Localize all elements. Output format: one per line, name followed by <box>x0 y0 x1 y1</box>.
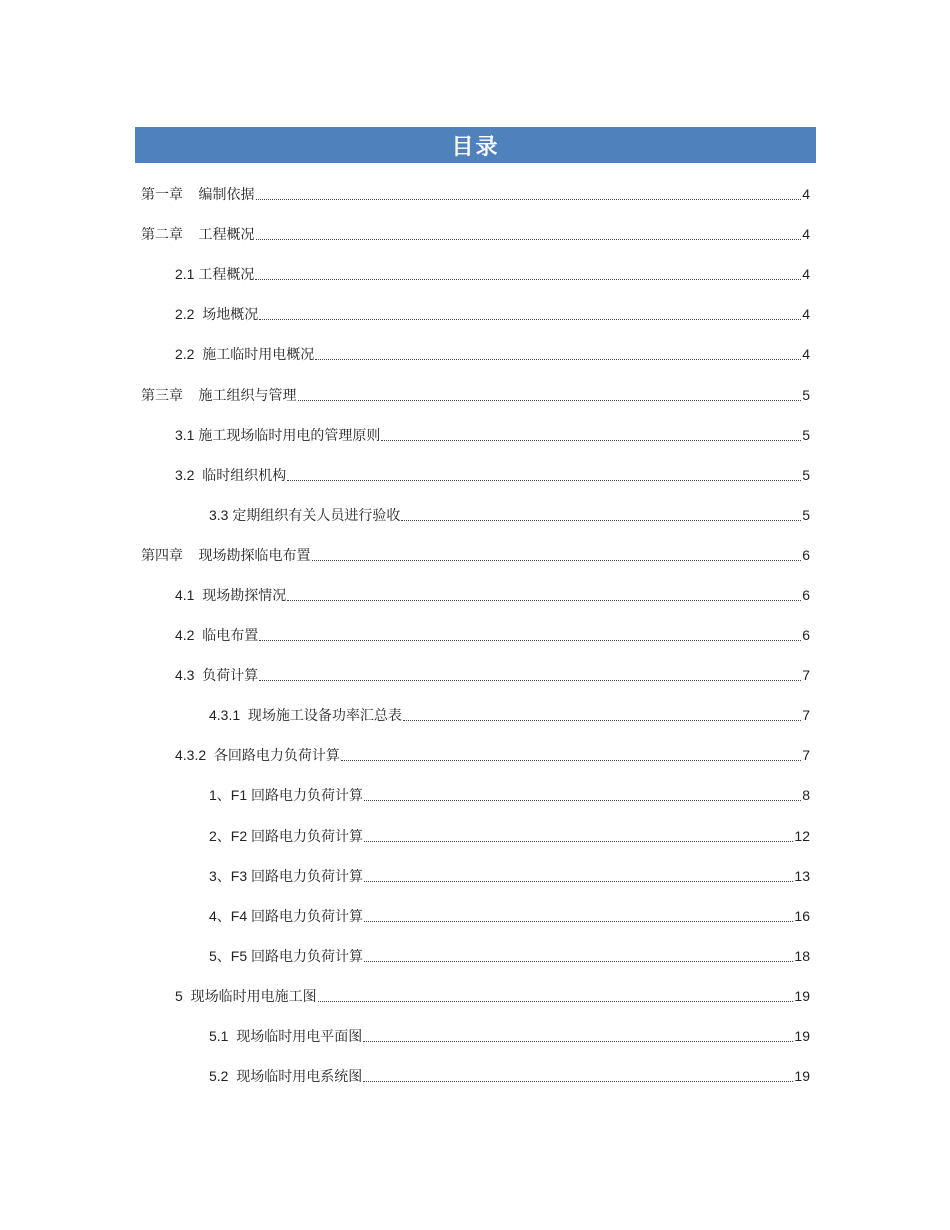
toc-page-number: 19 <box>794 1028 810 1045</box>
toc-page-number: 6 <box>802 546 810 563</box>
toc-entry-text: 3.3 定期组织有关人员进行验收 <box>209 506 401 523</box>
toc-dot-leader <box>341 759 801 761</box>
toc-entry-text: 1、F1 回路电力负荷计算 <box>209 787 364 804</box>
toc-dot-leader <box>259 679 801 681</box>
toc-page-number: 19 <box>794 1068 810 1085</box>
toc-entry[interactable] <box>0 535 950 575</box>
toc-page-number: 8 <box>802 787 810 804</box>
toc-page-number: 5 <box>802 386 810 403</box>
toc-entry[interactable] <box>0 816 950 856</box>
toc-entry[interactable] <box>0 695 950 735</box>
toc-entry-text: 4.3.2 各回路电力负荷计算 <box>175 747 340 764</box>
toc-entry-text: 3.2 临时组织机构 <box>175 466 287 483</box>
toc-entry-text: 2.2 场地概况 <box>175 306 259 323</box>
toc-dot-leader <box>363 1080 793 1082</box>
toc-entry-text: 4.3 负荷计算 <box>175 667 259 684</box>
toc-page-number: 7 <box>802 667 810 684</box>
toc-page-number: 12 <box>794 827 810 844</box>
toc-page-number: 4 <box>802 226 810 243</box>
toc-dot-leader <box>315 358 801 360</box>
toc-entry-text: 3、F3 回路电力负荷计算 <box>209 867 364 884</box>
toc-entry[interactable] <box>0 214 950 254</box>
toc-dot-leader <box>287 479 801 481</box>
toc-entry-text: 2、F2 回路电力负荷计算 <box>209 827 364 844</box>
toc-entry[interactable] <box>0 976 950 1016</box>
toc-entry[interactable] <box>0 415 950 455</box>
toc-title: 目录 <box>451 133 500 159</box>
toc-dot-leader <box>381 439 801 441</box>
toc-entry-text: 4.2 临电布置 <box>175 627 259 644</box>
toc-dot-leader <box>363 1040 793 1042</box>
toc-entry[interactable] <box>0 856 950 896</box>
toc-dot-leader <box>364 799 801 801</box>
toc-dot-leader <box>287 599 801 601</box>
toc-entry-text: 第一章 编制依据 <box>141 186 255 203</box>
toc-entry[interactable] <box>0 1056 950 1096</box>
toc-entry[interactable] <box>0 1016 950 1056</box>
toc-dot-leader <box>312 559 802 561</box>
toc-entry-text: 第二章 工程概况 <box>141 226 255 243</box>
toc-page-number: 6 <box>802 627 810 644</box>
toc-entry[interactable] <box>0 615 950 655</box>
toc-entry-text: 4、F4 回路电力负荷计算 <box>209 907 364 924</box>
toc-page-number: 7 <box>802 747 810 764</box>
toc-page-number: 18 <box>794 947 810 964</box>
toc-dot-leader <box>256 238 802 240</box>
toc-page-number: 5 <box>802 506 810 523</box>
toc-entry[interactable] <box>0 374 950 414</box>
toc-entry[interactable] <box>0 334 950 374</box>
toc-entry-text: 第三章 施工组织与管理 <box>141 386 297 403</box>
toc-dot-leader <box>403 719 801 721</box>
toc-page-number: 16 <box>794 907 810 924</box>
toc-page-number: 4 <box>802 266 810 283</box>
toc-page-number: 6 <box>802 586 810 603</box>
toc-dot-leader <box>259 318 801 320</box>
toc-page-number: 4 <box>802 346 810 363</box>
toc-entry-text: 2.1 工程概况 <box>175 266 255 283</box>
toc-dot-leader <box>255 278 801 280</box>
toc-page-number: 4 <box>802 306 810 323</box>
toc-entry[interactable] <box>0 775 950 815</box>
toc-page-number: 19 <box>794 987 810 1004</box>
toc-entry[interactable] <box>0 735 950 775</box>
toc-entry-text: 5.2 现场临时用电系统图 <box>209 1068 363 1085</box>
toc-entry[interactable] <box>0 174 950 214</box>
toc-entry-text: 5 现场临时用电施工图 <box>175 987 317 1004</box>
toc-dot-leader <box>364 840 793 842</box>
toc-entry-text: 4.3.1 现场施工设备功率汇总表 <box>209 707 402 724</box>
toc-dot-leader <box>256 198 802 200</box>
toc-page-number: 13 <box>794 867 810 884</box>
toc-dot-leader <box>364 960 793 962</box>
toc-entry[interactable] <box>0 575 950 615</box>
toc-dot-leader <box>318 1000 794 1002</box>
toc-entry-text: 3.1 施工现场临时用电的管理原则 <box>175 426 381 443</box>
toc-entry[interactable] <box>0 495 950 535</box>
toc-dot-leader <box>401 519 801 521</box>
toc-page-number: 7 <box>802 707 810 724</box>
table-of-contents <box>0 174 950 1096</box>
toc-dot-leader <box>364 920 793 922</box>
toc-dot-leader <box>259 639 801 641</box>
toc-entry[interactable] <box>0 254 950 294</box>
toc-entry[interactable] <box>0 294 950 334</box>
toc-dot-leader <box>298 399 802 401</box>
toc-dot-leader <box>364 880 793 882</box>
toc-entry[interactable] <box>0 655 950 695</box>
toc-entry-text: 5、F5 回路电力负荷计算 <box>209 947 364 964</box>
toc-entry-text: 4.1 现场勘探情况 <box>175 586 287 603</box>
toc-page-number: 5 <box>802 426 810 443</box>
toc-entry[interactable] <box>0 896 950 936</box>
toc-entry[interactable] <box>0 936 950 976</box>
toc-page-number: 4 <box>802 186 810 203</box>
toc-entry-text: 2.2 施工临时用电概况 <box>175 346 315 363</box>
toc-entry[interactable] <box>0 455 950 495</box>
toc-page-number: 5 <box>802 466 810 483</box>
toc-entry-text: 5.1 现场临时用电平面图 <box>209 1028 363 1045</box>
toc-entry-text: 第四章 现场勘探临电布置 <box>141 546 311 563</box>
toc-title-bar <box>135 127 816 163</box>
